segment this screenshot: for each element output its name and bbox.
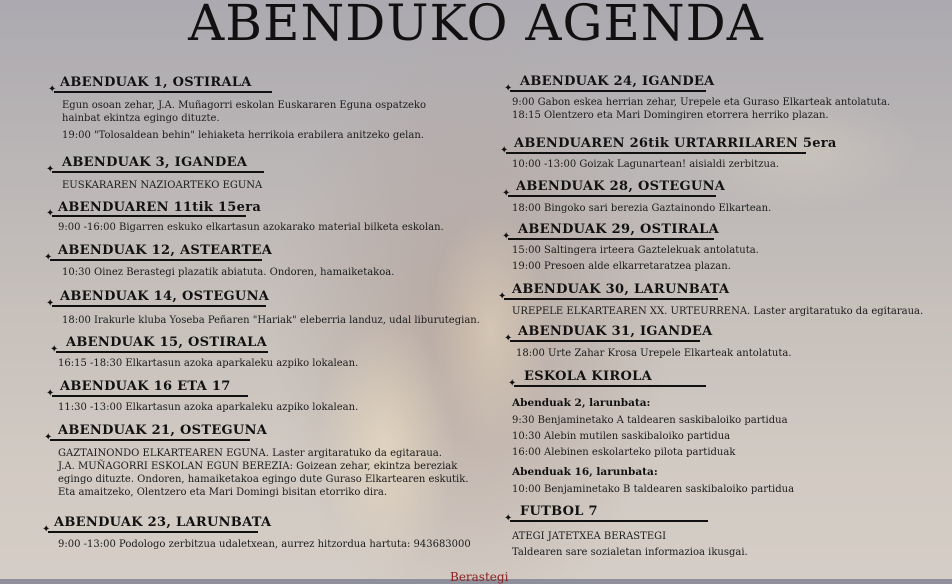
event-heading: ABENDUAK 29, OSTIRALA: [518, 222, 720, 237]
heading-rule: [52, 171, 264, 173]
heading-rule: [510, 520, 708, 522]
heading-rule: [48, 531, 258, 533]
heading-rule: [52, 215, 246, 217]
subsection-label: Abenduak 2, larunbata:: [512, 397, 651, 409]
event-line: 9:00 Gabon eskea herrian zehar, Urepele eta Guraso Elkarteak antolatuta.: [512, 97, 891, 108]
event-line: 16:15 -18:30 Elkartasun azoka aparkaleku azpiko lokalean.: [58, 358, 359, 369]
event-line: 10:30 Alebin mutilen saskibaloiko partidua: [512, 431, 731, 442]
event-heading: ABENDUAK 1, OSTIRALA: [60, 75, 252, 90]
event-line: 19:00 Presoen alde elkarretaratzea plazan.: [512, 261, 731, 272]
event-heading: ABENDUAK 3, IGANDEA: [62, 155, 248, 170]
heading-rule: [508, 238, 714, 240]
event-heading: ABENDUAK 24, IGANDEA: [520, 74, 715, 89]
heading-rule: [510, 90, 706, 92]
event-line: 9:30 Benjaminetako A taldearen saskibaloiko partidua: [512, 415, 788, 426]
event-line: 18:00 Irakurle kluba Yoseba Peñaren "Hariak" eleberria landuz, udal liburutegian.: [62, 315, 480, 326]
event-line: hainbat ekintza egingo dituzte.: [62, 113, 220, 124]
section-heading: FUTBOL 7: [520, 504, 598, 519]
heading-rule: [504, 298, 718, 300]
event-line: 10:00 Benjaminetako B taldearen saskibaloiko partidua: [512, 484, 795, 495]
heading-rule: [50, 259, 262, 261]
event-line: Eta amaitzeko, Olentzero eta Mari Domingi bisitan etorriko dira.: [58, 487, 388, 498]
heading-rule: [56, 351, 268, 353]
event-heading: ABENDUAK 14, OSTEGUNA: [60, 289, 270, 304]
heading-rule: [510, 340, 700, 342]
event-line: GAZTAINONDO ELKARTEAREN EGUNA. Laster argitaratuko da egitaraua.: [58, 448, 442, 459]
event-heading: ABENDUAREN 26tik URTARRILAREN 5era: [514, 136, 837, 151]
heading-rule: [514, 385, 706, 387]
event-line: UREPELE ELKARTEAREN XX. URTEURRENA. Laster argitaratuko da egitaraua.: [512, 306, 924, 317]
event-line: Egun osoan zehar, J.A. Muñagorri eskolan Euskararen Eguna ospatzeko: [62, 100, 426, 111]
event-line: EUSKARAREN NAZIOARTEKO EGUNA: [62, 180, 263, 191]
event-line: 18:15 Olentzero eta Mari Domingiren etorrera herriko plazan.: [512, 110, 829, 121]
subsection-label: Abenduak 16, larunbata:: [512, 466, 658, 478]
event-line: egingo dituzte. Ondoren, hamaiketakoa egingo dute Guraso Elkartearen eskutik.: [58, 474, 469, 485]
event-heading: ABENDUAK 23, LARUNBATA: [54, 515, 272, 530]
event-line: 18:00 Urte Zahar Krosa Urepele Elkarteak antolatuta.: [516, 348, 792, 359]
event-line: 9:00 -13:00 Podologo zerbitzua udaletxean, aurrez hitzordua hartuta: 943683000: [58, 539, 471, 550]
page-title: ABENDUKO AGENDA: [188, 0, 764, 52]
event-line: 16:00 Alebinen eskolarteko pilota partiduak: [512, 447, 736, 458]
event-line: 18:00 Bingoko sari berezia Gaztainondo Elkartean.: [512, 203, 772, 214]
heading-rule: [54, 91, 272, 93]
event-heading: ABENDUAK 28, OSTEGUNA: [516, 179, 726, 194]
heading-rule: [508, 195, 716, 197]
event-line: Taldearen sare sozialetan informazioa ikusgai.: [512, 547, 748, 558]
event-heading: ABENDUAREN 11tik 15era: [58, 200, 262, 215]
heading-rule: [52, 395, 248, 397]
event-heading: ABENDUAK 30, LARUNBATA: [512, 282, 730, 297]
event-heading: ABENDUAK 21, OSTEGUNA: [58, 423, 268, 438]
event-line: ATEGI JATETXEA BERASTEGI: [512, 531, 667, 542]
event-heading: ABENDUAK 12, ASTEARTEA: [58, 243, 273, 258]
event-line: 10:30 Oinez Berastegi plazatik abiatuta. Ondoren, hamaiketakoa.: [62, 267, 395, 278]
event-line: 9:00 -16:00 Bigarren eskuko elkartasun azokarako material bilketa eskolan.: [58, 222, 444, 233]
event-line: J.A. MUÑAGORRI ESKOLAN EGUN BEREZIA: Goizean zehar, ekintza bereziak: [58, 461, 458, 472]
event-heading: ABENDUAK 16 ETA 17: [60, 379, 231, 394]
event-heading: ABENDUAK 15, OSTIRALA: [66, 335, 268, 350]
event-heading: ABENDUAK 31, IGANDEA: [518, 324, 713, 339]
heading-rule: [50, 439, 250, 441]
heading-rule: [52, 305, 266, 307]
footer-logo-text: Berastegi: [450, 570, 509, 584]
event-line: 15:00 Saltingera irteera Gaztelekuak antolatuta.: [512, 245, 759, 256]
event-line: 11:30 -13:00 Elkartasun azoka aparkaleku azpiko lokalean.: [58, 402, 359, 413]
event-line: 19:00 "Tolosaldean behin" lehiaketa herrikoia erabilera anitzeko gelan.: [62, 130, 424, 141]
section-heading: ESKOLA KIROLA: [524, 369, 652, 384]
heading-rule: [506, 152, 806, 154]
event-line: 10:00 -13:00 Goizak Lagunartean! aisialdi zerbitzua.: [512, 159, 780, 170]
